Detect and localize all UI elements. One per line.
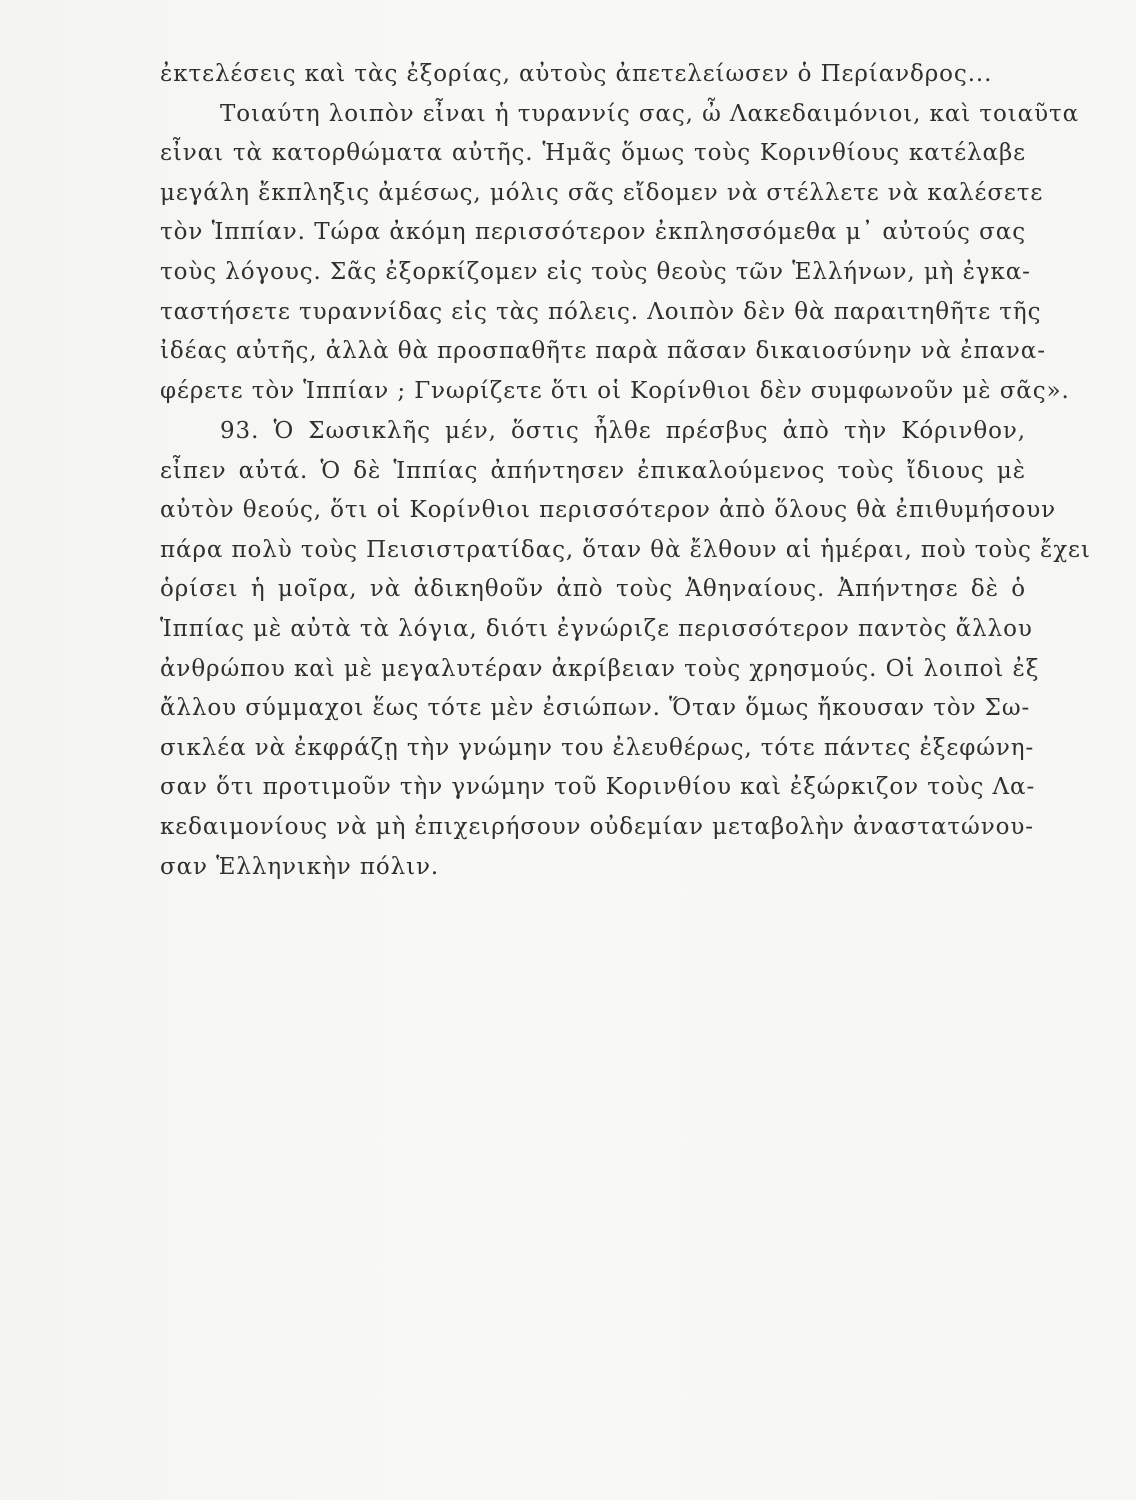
text-line: ὁρίσει ἡ μοῖρα, νὰ ἀδικηθοῦν ἀπὸ τοὺς Ἀθηναίους. Ἀπήντησε δὲ ὁ	[160, 576, 1026, 603]
paragraph-2	[160, 412, 1091, 887]
text-line: Ἱππίας μὲ αὐτὰ τὰ λόγια, διότι ἐγνώριζε περισσότερον παντὸς ἄλλου	[160, 615, 1033, 642]
text-line: μεγάλη ἔκπληξις ἀμέσως, μόλις σᾶς εἴδομεν νὰ στέλλετε νὰ καλέσετε	[160, 179, 1044, 206]
paragraph-1	[160, 55, 1080, 411]
text-line: τὸν Ἱππίαν. Τώρα ἀκόμη περισσότερον ἐκπλησσόμεθα μ᾽ αὐτούς σας	[160, 219, 1026, 246]
text-line: ἐκτελέσεις καὶ τὰς ἐξορίας, αὐτοὺς ἀπετελείωσεν ὁ Περίανδρος...	[160, 61, 993, 87]
text-line: σαν Ἑλληνικὴν πόλιν.	[160, 853, 440, 880]
text-line: τοὺς λόγους. Σᾶς ἐξορκίζομεν εἰς τοὺς θεοὺς τῶν Ἑλλήνων, μὴ ἐγκα-	[160, 258, 1031, 285]
text-line: ἰδέας αὐτῆς, ἀλλὰ θὰ προσπαθῆτε παρὰ πᾶσαν δικαιοσύνην νὰ ἐπανα-	[160, 338, 1046, 365]
text-line: ἀνθρώπου καὶ μὲ μεγαλυτέραν ἀκρίβειαν τοὺς χρησμούς. Οἱ λοιποὶ ἐξ	[160, 655, 1040, 682]
text-line: Τοιαύτη λοιπὸν εἶναι ἡ τυραννίς σας, ὦ Λακεδαιμόνιοι, καὶ τοιαῦτα	[220, 100, 1080, 127]
text-line: 93. Ὁ Σωσικλῆς μέν, ὅστις ἦλθε πρέσβυς ἀπὸ τὴν Κόρινθον,	[220, 418, 1026, 444]
text-line: πάρα πολὺ τοὺς Πεισιστρατίδας, ὅταν θὰ ἔλθουν αἱ ἡμέραι, ποὺ τοὺς ἔχει	[160, 536, 1091, 563]
text-line: εἶναι τὰ κατορθώματα αὐτῆς. Ἡμᾶς ὅμως τοὺς Κορινθίους κατέλαβε	[160, 140, 1026, 167]
text-line: αὐτὸν θεούς, ὅτι οἱ Κορίνθιοι περισσότερον ἀπὸ ὅλους θὰ ἐπιθυμήσουν	[160, 497, 1057, 524]
text-line: σαν ὅτι προτιμοῦν τὴν γνώμην τοῦ Κορινθίου καὶ ἐξώρκιζον τοὺς Λα-	[160, 774, 1036, 801]
text-line: κεδαιμονίους νὰ μὴ ἐπιχειρήσουν οὐδεμίαν μεταβολὴν ἀναστατώνου-	[160, 813, 1034, 840]
text-line: φέρετε τὸν Ἱππίαν ; Γνωρίζετε ὅτι οἱ Κορίνθιοι δὲν συμφωνοῦν μὲ σᾶς».	[160, 377, 1070, 404]
text-line: ταστήσετε τυραννίδας εἰς τὰς πόλεις. Λοιπὸν δὲν θὰ παραιτηθῆτε τῆς	[160, 298, 1042, 325]
text-line: ἄλλου σύμμαχοι ἕως τότε μὲν ἐσιώπων. Ὅταν ὅμως ἤκουσαν τὸν Σω-	[160, 695, 1031, 722]
text-line: εἶπεν αὐτά. Ὁ δὲ Ἱππίας ἀπήντησεν ἐπικαλούμενος τοὺς ἴδιους μὲ	[160, 457, 1026, 484]
text-line: σικλέα νὰ ἐκφράζῃ τὴν γνώμην του ἐλευθέρως, τότε πάντες ἐξεφώνη-	[160, 734, 1035, 761]
